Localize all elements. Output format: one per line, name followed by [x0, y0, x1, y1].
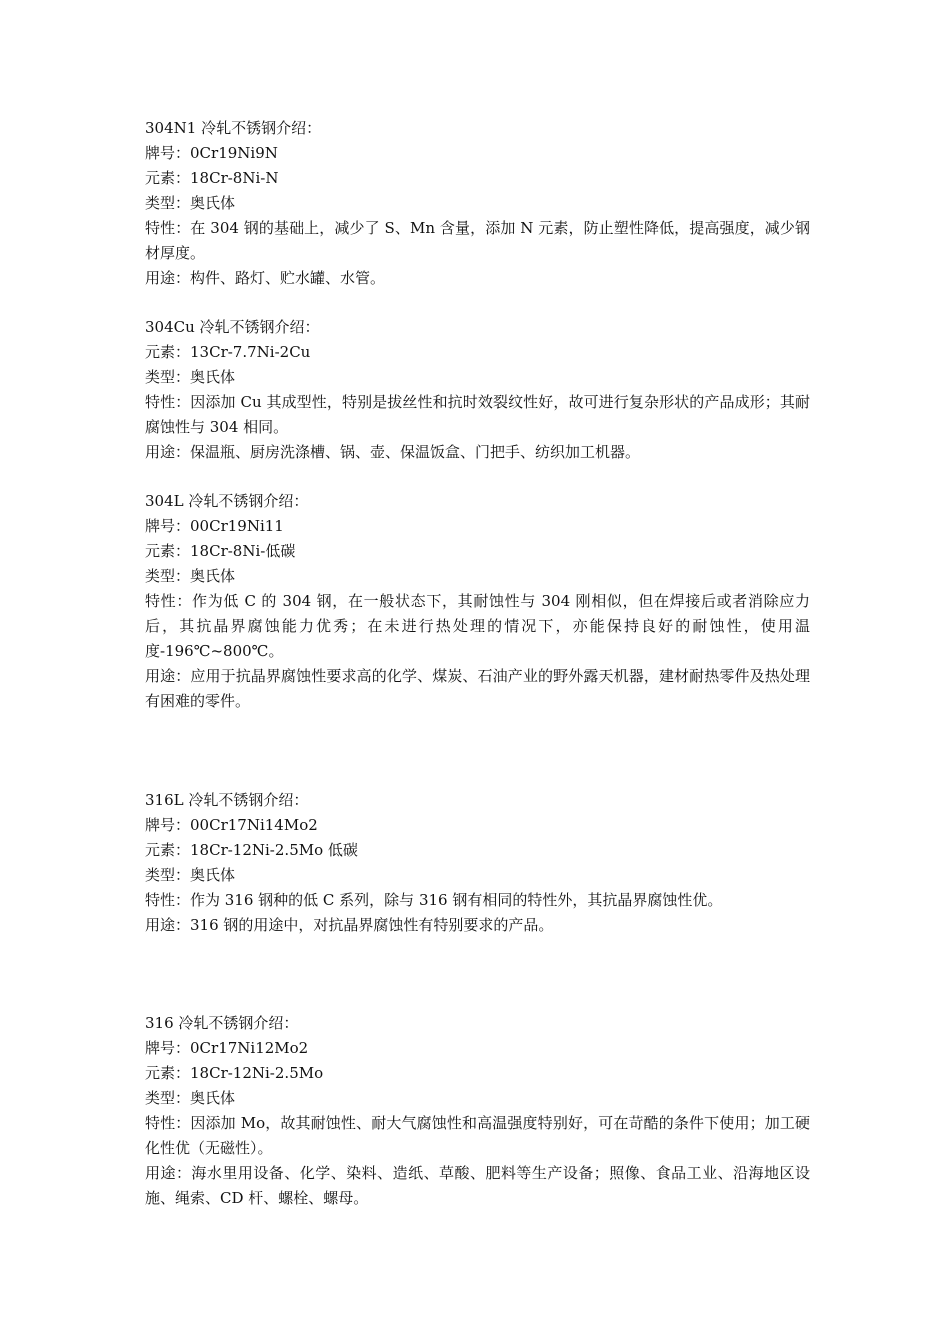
property-paragraph: 特性：作为低 C 的 304 钢，在一般状态下，其耐蚀性与 304 刚相似，但在焊接后或者消除应力后，其抗晶界腐蚀能力优秀；在未进行热处理的情况下，亦能保持良好的耐蚀性，使用温度-196℃~800℃。 [145, 592, 810, 660]
type-line: 类型：奥氏体 [145, 368, 236, 386]
section-title: 304L 冷轧不锈钢介绍： [145, 492, 309, 510]
section-title: 304Cu 冷轧不锈钢介绍： [145, 318, 320, 336]
property-paragraph: 特性：作为 316 钢种的低 C 系列，除与 316 钢有相同的特性外，其抗晶界腐蚀性优。 [145, 891, 723, 909]
property-paragraph: 特性：在 304 钢的基础上，减少了 S、Mn 含量，添加 N 元素，防止塑性降低，提高强度，减少钢材厚度。 [145, 219, 810, 262]
element-line: 元素：18Cr-8Ni-低碳 [145, 542, 296, 560]
element-line: 元素：18Cr-12Ni-2.5Mo [145, 1064, 324, 1082]
section-304l [145, 489, 810, 714]
usage-paragraph: 用途：海水里用设备、化学、染料、造纸、草酸、肥料等生产设备；照像、食品工业、沿海地区设施、绳索、CD 杆、螺栓、螺母。 [145, 1164, 810, 1207]
usage-paragraph: 用途：构件、路灯、贮水罐、水管。 [145, 269, 386, 287]
element-line: 元素：18Cr-8Ni-N [145, 169, 279, 187]
element-line: 元素：13Cr-7.7Ni-2Cu [145, 343, 311, 361]
usage-paragraph: 用途：316 钢的用途中，对抗晶界腐蚀性有特别要求的产品。 [145, 916, 554, 934]
section-316l [145, 788, 810, 938]
grade-line: 牌号：00Cr17Ni14Mo2 [145, 816, 318, 834]
property-paragraph: 特性：因添加 Mo，故其耐蚀性、耐大气腐蚀性和高温强度特别好，可在苛酷的条件下使用；加工硬化性优（无磁性）。 [145, 1114, 810, 1157]
section-title: 316 冷轧不锈钢介绍： [145, 1014, 299, 1032]
grade-line: 牌号：0Cr17Ni12Mo2 [145, 1039, 309, 1057]
type-line: 类型：奥氏体 [145, 194, 236, 212]
element-line: 元素：18Cr-12Ni-2.5Mo 低碳 [145, 841, 358, 859]
section-title: 316L 冷轧不锈钢介绍： [145, 791, 309, 809]
section-316 [145, 1011, 810, 1211]
grade-line: 牌号：0Cr19Ni9N [145, 144, 278, 162]
property-paragraph: 特性：因添加 Cu 其成型性，特别是拔丝性和抗时效裂纹性好，故可进行复杂形状的产品成形；其耐腐蚀性与 304 相同。 [145, 393, 810, 436]
section-304cu [145, 315, 810, 465]
usage-paragraph: 用途：应用于抗晶界腐蚀性要求高的化学、煤炭、石油产业的野外露天机器，建材耐热零件及热处理有困难的零件。 [145, 667, 810, 710]
section-title: 304N1 冷轧不锈钢介绍： [145, 119, 322, 137]
section-304n1 [145, 116, 810, 291]
grade-line: 牌号：00Cr19Ni11 [145, 517, 284, 535]
type-line: 类型：奥氏体 [145, 567, 236, 585]
type-line: 类型：奥氏体 [145, 1089, 236, 1107]
type-line: 类型：奥氏体 [145, 866, 236, 884]
usage-paragraph: 用途：保温瓶、厨房洗涤槽、锅、壶、保温饭盒、门把手、纺织加工机器。 [145, 443, 641, 461]
